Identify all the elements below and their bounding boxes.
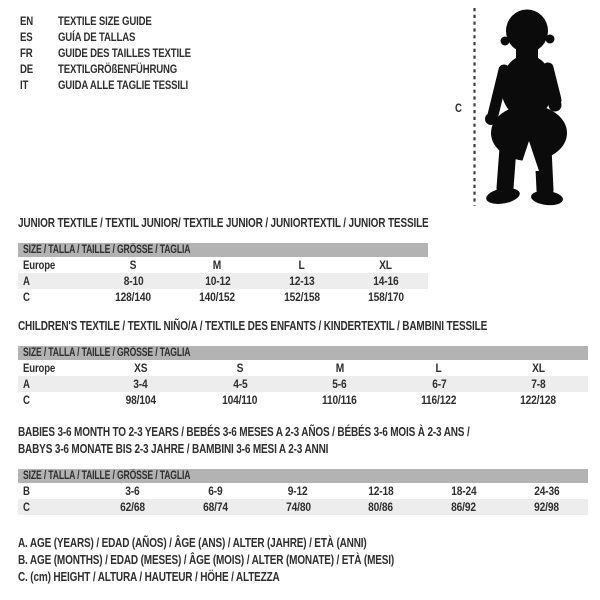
text: S: [129, 258, 137, 272]
text: 18-24: [451, 484, 477, 498]
language-row: [20, 45, 224, 61]
text: XS: [134, 361, 148, 375]
size-cell: [190, 360, 289, 376]
text: 86/92: [451, 500, 477, 514]
table-title: [18, 424, 588, 458]
size-cell: [290, 360, 389, 376]
text: GUIDE DES TAILLES TEXTILE: [58, 46, 191, 60]
text: Europe: [23, 361, 56, 375]
size-cell: [257, 483, 340, 499]
text: GUÍA DE TALLAS: [58, 30, 136, 44]
size-cell: [175, 289, 259, 305]
legend-note: [18, 535, 488, 552]
size-cell: [91, 376, 190, 392]
text: A: [23, 274, 30, 288]
table-row: [18, 483, 588, 499]
row-label: [18, 376, 91, 392]
table-title-line: [18, 318, 588, 335]
text: 7-8: [531, 377, 546, 391]
size-cell: [260, 273, 344, 289]
size-cell: [174, 499, 257, 515]
text: TEXTILE SIZE GUIDE: [58, 14, 152, 28]
text: 3-6: [125, 484, 140, 498]
text: JUNIOR TEXTILE / TEXTIL JUNIOR/ TEXTILE JUNIOR / JUNIORTEXTIL / JUNIOR TESSILE: [18, 216, 429, 230]
text: SIZE / TALLA / TAILLE / GRÖSSE / TAGLIA: [23, 470, 191, 482]
size-table-section-children: [18, 318, 588, 408]
legend-note: [18, 569, 488, 586]
text: XL: [379, 258, 393, 272]
size-table: [18, 469, 588, 515]
size-table-section-junior: [18, 215, 428, 305]
text: FR: [20, 46, 33, 60]
baby-silhouette-icon: [470, 0, 600, 215]
text: 8-10: [123, 274, 143, 288]
text: B: [23, 484, 30, 498]
text: A. AGE (YEARS) / EDAD (AÑOS) / ÂGE (ANS) / ALTER (JAHRE) / ETÀ (ANNI): [18, 536, 367, 550]
table-title: [18, 318, 588, 335]
size-cell: [91, 392, 190, 408]
text: M: [213, 258, 222, 272]
size-table: [18, 243, 428, 305]
text: GUIDA ALLE TAGLIE TESSILI: [58, 78, 189, 92]
size-cell: [91, 289, 175, 305]
text: 128/140: [115, 290, 151, 304]
text: 5-6: [332, 377, 347, 391]
text: L: [298, 258, 305, 272]
size-header-bar: [18, 346, 588, 360]
text: 116/122: [421, 393, 457, 407]
size-cell: [422, 499, 505, 515]
size-cell: [489, 376, 588, 392]
text: 152/158: [283, 290, 320, 304]
text: L: [435, 361, 442, 375]
size-cell: [422, 483, 505, 499]
text: TEXTILGRÖßENFÜHRUNG: [58, 62, 178, 76]
language-row: [20, 29, 224, 45]
table-row: [18, 499, 588, 515]
baby-figure: [450, 0, 600, 215]
language-row: [20, 13, 224, 29]
language-code: [20, 13, 58, 29]
text: M: [335, 361, 344, 375]
size-cell: [260, 257, 344, 273]
size-cell: [290, 392, 389, 408]
text: 3-4: [133, 377, 148, 391]
table-title-line: [18, 424, 588, 441]
row-label: [18, 360, 91, 376]
text: 122/128: [520, 393, 557, 407]
baby-silhouette: [485, 10, 567, 207]
size-cell: [389, 376, 488, 392]
text: 4-5: [232, 377, 248, 391]
table-row: [18, 273, 428, 289]
text: XL: [531, 361, 545, 375]
language-label: [58, 29, 224, 45]
text: B. AGE (MONTHS) / EDAD (MESES) / ÂGE (MOIS) / ALTER (MONATE) / ETÀ (MESI): [18, 553, 395, 567]
row-label: [18, 499, 91, 515]
size-cell: [91, 483, 174, 499]
size-cell: [290, 376, 389, 392]
language-code: [20, 29, 58, 45]
language-row: [20, 61, 224, 77]
text: 140/152: [199, 290, 236, 304]
text: CHILDREN'S TEXTILE / TEXTIL NIÑO/A / TEXTILE DES ENFANTS / KINDERTEXTIL / BAMBINI TESSILE: [18, 319, 488, 333]
text: A: [23, 377, 30, 391]
size-cell: [339, 499, 422, 515]
language-row: [20, 77, 224, 93]
text: ES: [20, 30, 33, 44]
table-row: [18, 360, 588, 376]
table-title: [18, 215, 428, 232]
size-cell: [190, 376, 289, 392]
text: 14-16: [373, 274, 399, 288]
size-cell: [91, 360, 190, 376]
table-row: [18, 257, 428, 273]
text: EN: [20, 14, 34, 28]
text: 12-13: [288, 274, 315, 288]
text: 62/68: [120, 500, 145, 514]
size-header-bar: [18, 469, 588, 483]
text: 80/86: [368, 500, 394, 514]
size-cell: [175, 257, 259, 273]
table-row: [18, 289, 428, 305]
size-table: [18, 346, 588, 408]
size-cell: [344, 273, 428, 289]
text: 6-9: [208, 484, 223, 498]
language-label: [58, 61, 224, 77]
table-title-line: [18, 441, 588, 458]
text: S: [236, 361, 244, 375]
text: SIZE / TALLA / TAILLE / GRÖSSE / TAGLIA: [23, 244, 191, 256]
size-cell: [260, 289, 344, 305]
text: 10-12: [204, 274, 230, 288]
size-cell: [91, 499, 174, 515]
size-header-bar: [18, 243, 428, 257]
size-table-section-babies: [18, 424, 588, 515]
text: C: [23, 290, 30, 304]
text: 68/74: [202, 500, 228, 514]
text: C. (cm) HEIGHT / ALTURA / HAUTEUR / HÖHE / ALTEZZA: [18, 570, 280, 584]
height-measure-label: C: [455, 101, 462, 115]
size-cell: [175, 273, 259, 289]
text: 24-36: [533, 484, 560, 498]
size-cell: [489, 392, 588, 408]
text: 158/170: [368, 290, 404, 304]
legend-notes: [18, 535, 488, 586]
size-cell: [91, 257, 175, 273]
language-code: [20, 61, 58, 77]
row-label: [18, 273, 91, 289]
text: 74/80: [285, 500, 311, 514]
text: 6-7: [431, 377, 447, 391]
size-cell: [339, 483, 422, 499]
text: 9-12: [288, 484, 308, 498]
row-label: [18, 289, 91, 305]
size-cell: [257, 499, 340, 515]
text: SIZE / TALLA / TAILLE / GRÖSSE / TAGLIA: [23, 347, 191, 359]
language-label: [58, 45, 224, 61]
text: 110/116: [322, 393, 357, 407]
row-label: [18, 257, 91, 273]
language-label: [58, 13, 224, 29]
language-code: [20, 77, 58, 93]
size-cell: [190, 392, 289, 408]
row-label: [18, 392, 91, 408]
size-cell: [505, 483, 588, 499]
text: C: [23, 500, 30, 514]
size-cell: [505, 499, 588, 515]
language-label: [58, 77, 224, 93]
text: BABIES 3-6 MONTH TO 2-3 YEARS / BEBÉS 3-6 MESES A 2-3 AÑOS / BÉBÉS 3-6 MOIS À 2-3 ANS /: [18, 425, 470, 439]
table-row: [18, 392, 588, 408]
text: BABYS 3-6 MONATE BIS 2-3 JAHRE / BAMBINI 3-6 MESI A 2-3 ANNI: [18, 442, 329, 456]
size-cell: [174, 483, 257, 499]
legend-note: [18, 552, 488, 569]
size-cell: [389, 360, 488, 376]
text: 12-18: [368, 484, 394, 498]
text: C: [23, 393, 30, 407]
text: 98/104: [125, 393, 156, 407]
size-cell: [344, 257, 428, 273]
size-cell: [344, 289, 428, 305]
text: Europe: [23, 258, 56, 272]
language-code: [20, 45, 58, 61]
size-cell: [389, 392, 488, 408]
text: 104/110: [222, 393, 258, 407]
table-row: [18, 376, 588, 392]
size-cell: [91, 273, 175, 289]
text: IT: [20, 78, 29, 92]
text: 92/98: [534, 500, 559, 514]
text: DE: [20, 62, 34, 76]
table-title-line: [18, 215, 428, 232]
language-title-list: [20, 13, 224, 93]
size-cell: [489, 360, 588, 376]
row-label: [18, 483, 91, 499]
